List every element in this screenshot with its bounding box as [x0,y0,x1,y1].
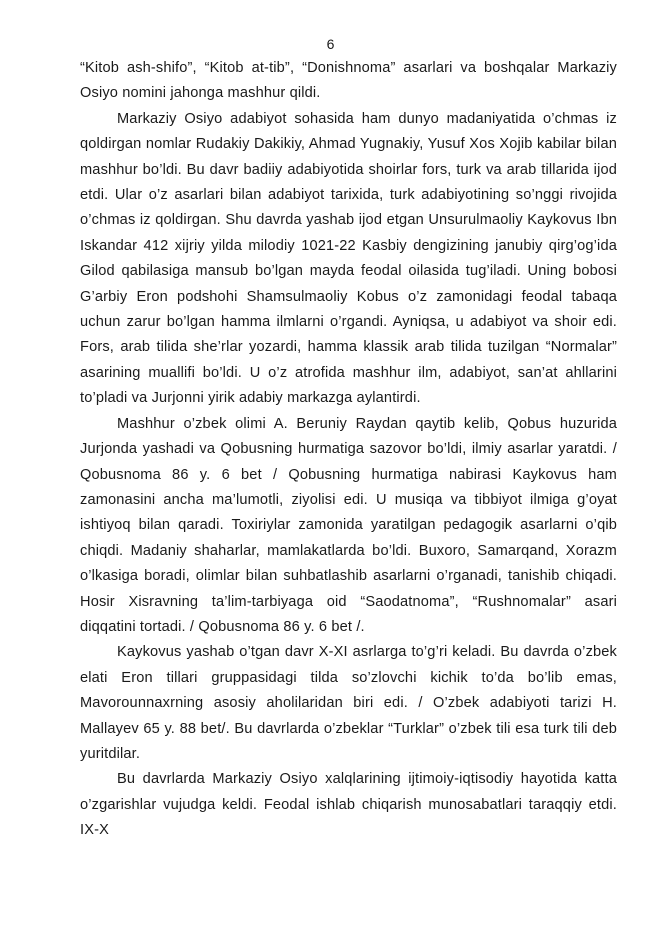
paragraph: Markaziy Osiyo adabiyot sohasida ham dunyo madaniyatida o’chmas iz qoldirgan nomlar Rudakiy Dakikiy, Ahmad Yugnakiy, Yusuf Xos Xojib kabilar bilan mashhur bo’ldi. Bu davr badiiy adabiyotida shoirlar fors, turk va arab tillarida ijod etdi. Ular o’z asarlari bilan adabiyot tarixida, turk adabiyotining so’nggi rivojida o’chmas iz qoldirgan. Shu davrda yashab ijod etgan Unsurulmaoliy Kaykovus Ibn Iskandar 412 xijriy yilda milodiy 1021-22 Kasbiy dengizining janubiy qirg’og’ida Gilod qabilasiga mansub bo’lgan mayda feodal oilasida tug’iladi. Uning bobosi G’arbiy Eron podshohi Shamsulmaoliy Kobus o’z zamonidagi feodal tabaqa uchun zarur bo’lgan hamma ilmlarni o’rgandi. Ayniqsa, u adabiyot va shoir edi. Fors, arab tilida she’rlar yozardi, hamma klassik arab tilida tuzilgan “Normalar” asarining muallifi bo’ldi. U o’z atrofida mashhur ilm, adabiyot, san’at ahllarini to’pladi va Jurjonni yirik adabiy markazga aylantirdi. [80,110,617,407]
paragraph: Mashhur o’zbek olimi A. Beruniy Raydan qaytib kelib, Qobus huzurida Jurjonda yashadi va Qobusning hurmatiga sazovor bo’ldi, ilmiy asarlar yaratdi. / Qobusnoma 86 y. 6 bet / Qobusning hurmatiga nabirasi Kaykovus ham zamonasini ancha ma’lumotli, ziyolisi edi. U musiqa va tibbiyot ilmiga g’oyat ishtiyoq bilan qaradi. Toxiriylar zamonida yaratilgan pedagogik asarlarni o’qib chiqdi. Madaniy shaharlar, mamlakatlarda bo’ldi. Buxoro, Samarqand, Xorazm o’lkasiga boradi, olimlar bilan suhbatlashib asarlarni o’rganadi, tanishib chiqadi. Hosir Xisravning ta’lim-tarbiyaga oid “Saodatnoma”, “Rushnomalar” asari diqqatini tortadi. / Qobusnoma 86 y. 6 bet /. [80,415,617,635]
page-number: 6 [326,36,335,52]
paragraph: Bu davrlarda Markaziy Osiyo xalqlarining ijtimoiy-iqtisodiy hayotida katta o’zgarishlar vujudga keldi. Feodal ishlab chiqarish munosabatlari taraqqiy etdi. IX-X [80,771,617,839]
document-body [80,56,617,844]
paragraph: “Kitob ash-shifo”, “Kitob at-tib”, “Donishnoma” asarlari va boshqalar Markaziy Osiyo nomini jahonga mashhur qildi. [80,60,617,102]
paragraph: Kaykovus yashab o’tgan davr X-XI asrlarga to’g’ri keladi. Bu davrda o’zbek elati Eron tillari gruppasidagi tilda so’zlovchi kichik to’da bo’lib emas, Mavorounnaxrning asosiy aholilaridan biri edi. / O’zbek adabiyoti tarizi H. Mallayev 65 y. 88 bet/. Bu davrlarda o’zbeklar “Turklar” o’zbek tili esa turk tili deb yuritdilar. [80,644,617,762]
